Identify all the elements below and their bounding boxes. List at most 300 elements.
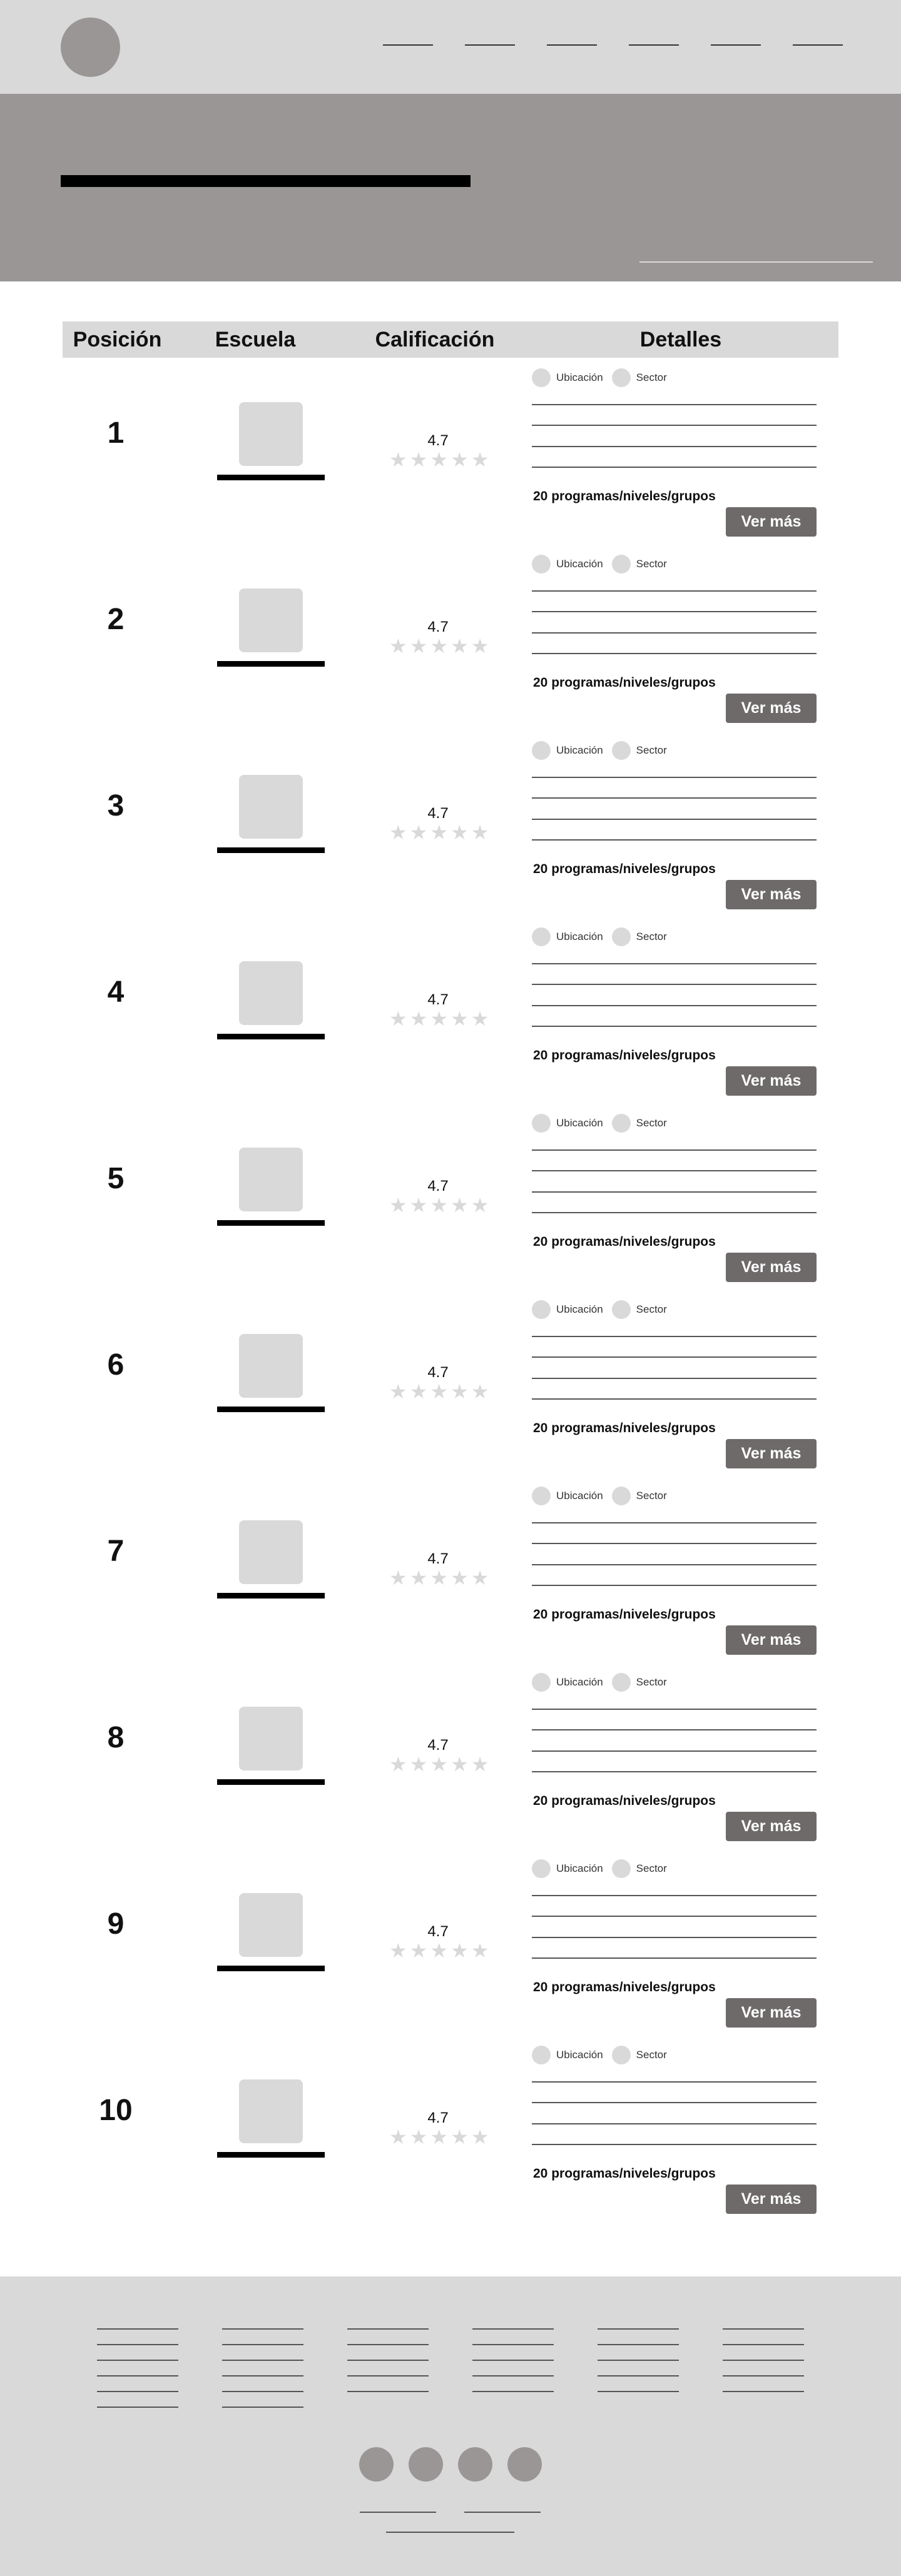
nav-link-5[interactable] xyxy=(711,44,761,46)
sector-tag xyxy=(612,1859,667,1878)
detail-line xyxy=(532,1543,817,1544)
school-image[interactable] xyxy=(239,2079,303,2143)
footer-link[interactable] xyxy=(472,2344,554,2345)
location-icon xyxy=(532,1859,551,1878)
rating-value: 4.7 xyxy=(427,619,449,635)
star-icon: ★ xyxy=(450,1753,469,1775)
detail-line xyxy=(532,1356,817,1358)
star-icon: ★ xyxy=(389,821,407,844)
footer-link[interactable] xyxy=(97,2375,178,2376)
detail-line xyxy=(532,839,817,841)
detail-line xyxy=(532,1170,817,1171)
footer-link[interactable] xyxy=(222,2328,303,2330)
rating-value: 4.7 xyxy=(427,991,449,1008)
row-position: 1 xyxy=(107,417,125,450)
location-tag xyxy=(532,927,603,946)
location-icon xyxy=(532,1114,551,1133)
footer-link[interactable] xyxy=(723,2360,804,2361)
star-icon: ★ xyxy=(409,1753,428,1775)
footer-column-6 xyxy=(723,2328,804,2407)
hero-banner xyxy=(0,94,901,281)
table-row xyxy=(0,1851,901,2037)
rating-stars xyxy=(389,822,489,842)
footer-link[interactable] xyxy=(598,2360,679,2361)
sector-icon xyxy=(612,368,631,387)
footer-link[interactable] xyxy=(598,2391,679,2392)
detail-line xyxy=(532,1378,817,1379)
footer-link[interactable] xyxy=(472,2375,554,2376)
programs-count: 20 programas/niveles/grupos xyxy=(533,1048,716,1063)
table-row xyxy=(0,546,901,732)
detail-tags xyxy=(532,741,676,760)
school-name-placeholder[interactable] xyxy=(217,2152,325,2158)
location-label: Ubicación xyxy=(556,1862,603,1874)
detail-tags xyxy=(532,368,676,387)
star-icon: ★ xyxy=(389,1194,407,1216)
star-icon: ★ xyxy=(389,635,407,657)
footer-link[interactable] xyxy=(97,2328,178,2330)
header-position: Posición xyxy=(73,328,162,351)
footer-link[interactable] xyxy=(222,2344,303,2345)
see-more-button[interactable]: Ver más xyxy=(726,1625,817,1655)
programs-count: 20 programas/niveles/grupos xyxy=(533,862,716,876)
star-icon: ★ xyxy=(430,2126,449,2148)
footer-link[interactable] xyxy=(97,2360,178,2361)
location-tag xyxy=(532,1487,603,1505)
detail-line xyxy=(532,446,817,447)
sector-label: Sector xyxy=(636,1862,667,1874)
footer-link[interactable] xyxy=(723,2391,804,2392)
rating-value: 4.7 xyxy=(427,432,449,449)
see-more-button[interactable]: Ver más xyxy=(726,507,817,537)
detail-tags xyxy=(532,1673,676,1692)
star-icon: ★ xyxy=(471,1567,489,1589)
star-icon: ★ xyxy=(409,1008,428,1030)
footer-link[interactable] xyxy=(723,2344,804,2345)
table-row xyxy=(0,360,901,546)
rating-stars xyxy=(389,636,489,656)
rating-value: 4.7 xyxy=(427,1550,449,1567)
detail-line xyxy=(532,1750,817,1752)
footer-link[interactable] xyxy=(97,2391,178,2392)
star-icon: ★ xyxy=(389,1008,407,1030)
see-more-button[interactable]: Ver más xyxy=(726,1439,817,1468)
star-icon: ★ xyxy=(471,1380,489,1403)
nav-link-6[interactable] xyxy=(793,44,843,46)
nav-link-4[interactable] xyxy=(629,44,679,46)
rating-stars xyxy=(389,1381,489,1402)
nav-link-2[interactable] xyxy=(465,44,515,46)
rating-value: 4.7 xyxy=(427,1178,449,1195)
star-icon: ★ xyxy=(430,1194,449,1216)
footer-legal-link[interactable] xyxy=(464,2512,541,2513)
social-icon[interactable] xyxy=(458,2447,492,2482)
footer-link[interactable] xyxy=(347,2375,429,2376)
detail-line xyxy=(532,1937,817,1938)
school-image[interactable] xyxy=(239,588,303,652)
school-image[interactable] xyxy=(239,1707,303,1770)
detail-line xyxy=(532,653,817,654)
rating-stars xyxy=(389,1009,489,1029)
main-nav xyxy=(383,44,843,46)
location-icon xyxy=(532,368,551,387)
site-footer xyxy=(0,2276,901,2576)
rating-value: 4.7 xyxy=(427,1737,449,1754)
footer-link[interactable] xyxy=(347,2328,429,2330)
location-label: Ubicación xyxy=(556,1117,603,1129)
row-position: 8 xyxy=(107,1721,125,1754)
school-name-placeholder[interactable] xyxy=(217,661,325,667)
school-image[interactable] xyxy=(239,961,303,1025)
location-label: Ubicación xyxy=(556,371,603,383)
logo[interactable] xyxy=(61,18,120,77)
footer-copyright xyxy=(386,2532,514,2533)
row-position: 3 xyxy=(107,789,125,822)
social-icon[interactable] xyxy=(409,2447,443,2482)
star-icon: ★ xyxy=(430,1567,449,1589)
location-tag xyxy=(532,368,603,387)
row-position: 6 xyxy=(107,1348,125,1381)
footer-link[interactable] xyxy=(347,2344,429,2345)
star-icon: ★ xyxy=(450,1567,469,1589)
star-icon: ★ xyxy=(430,821,449,844)
sector-icon xyxy=(612,927,631,946)
location-tag xyxy=(532,1859,603,1878)
detail-tags xyxy=(532,927,676,946)
footer-link[interactable] xyxy=(222,2375,303,2376)
table-row xyxy=(0,1105,901,1291)
school-image[interactable] xyxy=(239,1334,303,1398)
location-tag xyxy=(532,1300,603,1319)
star-icon: ★ xyxy=(471,635,489,657)
hero-title-placeholder xyxy=(61,175,471,187)
detail-line xyxy=(532,1336,817,1337)
detail-line xyxy=(532,819,817,820)
sector-tag xyxy=(612,1673,667,1692)
see-more-button[interactable]: Ver más xyxy=(726,1998,817,2028)
detail-tags xyxy=(532,1487,676,1505)
see-more-button[interactable]: Ver más xyxy=(726,2185,817,2214)
detail-line xyxy=(532,1564,817,1565)
nav-link-1[interactable] xyxy=(383,44,433,46)
detail-line xyxy=(532,1916,817,1917)
detail-line xyxy=(532,1149,817,1151)
school-image[interactable] xyxy=(239,1893,303,1957)
sector-label: Sector xyxy=(636,2049,667,2061)
see-more-button[interactable]: Ver más xyxy=(726,1253,817,1282)
star-icon: ★ xyxy=(389,448,407,471)
sector-tag xyxy=(612,555,667,573)
school-name-placeholder[interactable] xyxy=(217,1220,325,1226)
sector-icon xyxy=(612,1114,631,1133)
detail-line xyxy=(532,2144,817,2145)
location-icon xyxy=(532,1487,551,1505)
detail-line xyxy=(532,1771,817,1772)
sector-tag xyxy=(612,927,667,946)
programs-count: 20 programas/niveles/grupos xyxy=(533,1607,716,1622)
programs-count: 20 programas/niveles/grupos xyxy=(533,489,716,503)
star-icon: ★ xyxy=(389,1380,407,1403)
star-icon: ★ xyxy=(389,1567,407,1589)
footer-link[interactable] xyxy=(347,2360,429,2361)
school-image[interactable] xyxy=(239,775,303,839)
location-icon xyxy=(532,1673,551,1692)
programs-count: 20 programas/niveles/grupos xyxy=(533,1794,716,1808)
star-icon: ★ xyxy=(471,1008,489,1030)
sector-tag xyxy=(612,1114,667,1133)
sector-icon xyxy=(612,741,631,760)
detail-line xyxy=(532,425,817,426)
location-label: Ubicación xyxy=(556,744,603,756)
star-icon: ★ xyxy=(450,2126,469,2148)
detail-line xyxy=(532,777,817,778)
sector-icon xyxy=(612,1487,631,1505)
footer-column-5 xyxy=(598,2328,679,2407)
school-name-placeholder[interactable] xyxy=(217,1407,325,1412)
table-row xyxy=(0,1291,901,1478)
detail-line xyxy=(532,1957,817,1959)
detail-line xyxy=(532,2102,817,2103)
star-icon: ★ xyxy=(409,448,428,471)
footer-column-4 xyxy=(472,2328,554,2407)
location-label: Ubicación xyxy=(556,558,603,570)
detail-line xyxy=(532,632,817,634)
star-icon: ★ xyxy=(471,448,489,471)
detail-line xyxy=(532,1398,817,1400)
star-icon: ★ xyxy=(409,635,428,657)
detail-tags xyxy=(532,1300,676,1319)
footer-link[interactable] xyxy=(97,2407,178,2408)
footer-legal-link[interactable] xyxy=(360,2512,436,2513)
location-icon xyxy=(532,927,551,946)
school-name-placeholder[interactable] xyxy=(217,1034,325,1039)
footer-link[interactable] xyxy=(347,2391,429,2392)
row-position: 5 xyxy=(107,1162,125,1195)
footer-link[interactable] xyxy=(598,2328,679,2330)
detail-line xyxy=(532,1522,817,1523)
footer-link[interactable] xyxy=(222,2407,303,2408)
school-name-placeholder[interactable] xyxy=(217,1966,325,1971)
star-icon: ★ xyxy=(450,1008,469,1030)
detail-line xyxy=(532,1005,817,1006)
detail-line xyxy=(532,1191,817,1193)
detail-line xyxy=(532,797,817,799)
header-details: Detalles xyxy=(639,328,722,351)
table-header xyxy=(63,321,838,358)
sector-label: Sector xyxy=(636,1303,667,1315)
sector-label: Sector xyxy=(636,931,667,942)
school-image[interactable] xyxy=(239,402,303,466)
sector-icon xyxy=(612,555,631,573)
table-row xyxy=(0,2037,901,2223)
star-icon: ★ xyxy=(389,1939,407,1962)
programs-count: 20 programas/niveles/grupos xyxy=(533,675,716,690)
detail-line xyxy=(532,1026,817,1027)
row-position: 10 xyxy=(99,2094,133,2127)
table-row xyxy=(0,732,901,919)
detail-tags xyxy=(532,1859,676,1878)
star-icon: ★ xyxy=(450,1380,469,1403)
star-icon: ★ xyxy=(430,1753,449,1775)
detail-line xyxy=(532,1709,817,1710)
star-icon: ★ xyxy=(471,821,489,844)
footer-link[interactable] xyxy=(472,2360,554,2361)
footer-link[interactable] xyxy=(222,2391,303,2392)
table-row xyxy=(0,919,901,1105)
rating-stars xyxy=(389,1568,489,1588)
sector-label: Sector xyxy=(636,371,667,383)
star-icon: ★ xyxy=(430,1939,449,1962)
detail-line xyxy=(532,984,817,985)
row-position: 2 xyxy=(107,603,125,636)
social-links xyxy=(359,2447,542,2482)
rating-value: 4.7 xyxy=(427,1923,449,1940)
star-icon: ★ xyxy=(450,821,469,844)
footer-link[interactable] xyxy=(472,2391,554,2392)
footer-column-1 xyxy=(97,2328,178,2422)
rating-stars xyxy=(389,450,489,470)
star-icon: ★ xyxy=(389,2126,407,2148)
location-tag xyxy=(532,1673,603,1692)
detail-line xyxy=(532,404,817,405)
location-label: Ubicación xyxy=(556,1490,603,1502)
social-icon[interactable] xyxy=(507,2447,542,2482)
star-icon: ★ xyxy=(450,1939,469,1962)
rating-stars xyxy=(389,1195,489,1215)
footer-link[interactable] xyxy=(598,2375,679,2376)
row-position: 7 xyxy=(107,1535,125,1568)
star-icon: ★ xyxy=(450,448,469,471)
sector-icon xyxy=(612,1673,631,1692)
programs-count: 20 programas/niveles/grupos xyxy=(533,1421,716,1435)
detail-tags xyxy=(532,555,676,573)
detail-line xyxy=(532,590,817,592)
sector-label: Sector xyxy=(636,1117,667,1129)
detail-tags xyxy=(532,2046,676,2064)
star-icon: ★ xyxy=(471,2126,489,2148)
star-icon: ★ xyxy=(430,1380,449,1403)
header-rating: Calificación xyxy=(375,328,495,351)
sector-tag xyxy=(612,368,667,387)
see-more-button[interactable]: Ver más xyxy=(726,880,817,909)
programs-count: 20 programas/niveles/grupos xyxy=(533,1235,716,1249)
star-icon: ★ xyxy=(450,635,469,657)
footer-link[interactable] xyxy=(723,2328,804,2330)
school-name-placeholder[interactable] xyxy=(217,847,325,853)
footer-link[interactable] xyxy=(222,2360,303,2361)
rating-value: 4.7 xyxy=(427,805,449,822)
star-icon: ★ xyxy=(430,1008,449,1030)
sector-tag xyxy=(612,741,667,760)
sector-icon xyxy=(612,1859,631,1878)
detail-line xyxy=(532,611,817,612)
sector-label: Sector xyxy=(636,744,667,756)
location-icon xyxy=(532,555,551,573)
programs-count: 20 programas/niveles/grupos xyxy=(533,2166,716,2181)
detail-line xyxy=(532,1895,817,1896)
sector-tag xyxy=(612,2046,667,2064)
star-icon: ★ xyxy=(450,1194,469,1216)
location-label: Ubicación xyxy=(556,1303,603,1315)
star-icon: ★ xyxy=(389,1753,407,1775)
location-tag xyxy=(532,2046,603,2064)
detail-line xyxy=(532,1729,817,1730)
sector-tag xyxy=(612,1487,667,1505)
detail-line xyxy=(532,467,817,468)
detail-line xyxy=(532,2081,817,2083)
location-label: Ubicación xyxy=(556,1676,603,1688)
footer-link[interactable] xyxy=(598,2344,679,2345)
location-icon xyxy=(532,741,551,760)
detail-line xyxy=(532,963,817,964)
header-school: Escuela xyxy=(215,328,296,351)
star-icon: ★ xyxy=(471,1194,489,1216)
footer-column-2 xyxy=(222,2328,303,2422)
sector-icon xyxy=(612,2046,631,2064)
footer-link[interactable] xyxy=(472,2328,554,2330)
school-image[interactable] xyxy=(239,1520,303,1584)
school-name-placeholder[interactable] xyxy=(217,475,325,480)
sector-label: Sector xyxy=(636,558,667,570)
nav-link-3[interactable] xyxy=(547,44,597,46)
rating-value: 4.7 xyxy=(427,1364,449,1381)
school-name-placeholder[interactable] xyxy=(217,1593,325,1599)
star-icon: ★ xyxy=(409,1939,428,1962)
table-row xyxy=(0,1478,901,1664)
location-icon xyxy=(532,1300,551,1319)
star-icon: ★ xyxy=(409,1567,428,1589)
star-icon: ★ xyxy=(409,821,428,844)
star-icon: ★ xyxy=(430,448,449,471)
location-label: Ubicación xyxy=(556,2049,603,2061)
location-label: Ubicación xyxy=(556,931,603,942)
table-row xyxy=(0,1664,901,1851)
location-tag xyxy=(532,1114,603,1133)
school-image[interactable] xyxy=(239,1148,303,1211)
site-header xyxy=(0,0,901,94)
footer-column-3 xyxy=(347,2328,429,2407)
detail-tags xyxy=(532,1114,676,1133)
star-icon: ★ xyxy=(471,1939,489,1962)
star-icon: ★ xyxy=(430,635,449,657)
see-more-button[interactable]: Ver más xyxy=(726,1812,817,1841)
social-icon[interactable] xyxy=(359,2447,394,2482)
ranking-table xyxy=(0,321,901,2208)
rating-stars xyxy=(389,1754,489,1774)
sector-icon xyxy=(612,1300,631,1319)
detail-line xyxy=(532,1212,817,1213)
see-more-button[interactable]: Ver más xyxy=(726,694,817,723)
see-more-button[interactable]: Ver más xyxy=(726,1066,817,1096)
star-icon: ★ xyxy=(409,1380,428,1403)
sector-label: Sector xyxy=(636,1490,667,1502)
detail-line xyxy=(532,1585,817,1586)
school-name-placeholder[interactable] xyxy=(217,1779,325,1785)
star-icon: ★ xyxy=(409,2126,428,2148)
star-icon: ★ xyxy=(409,1194,428,1216)
row-position: 9 xyxy=(107,1907,125,1941)
rating-value: 4.7 xyxy=(427,2109,449,2126)
row-position: 4 xyxy=(107,976,125,1009)
rating-stars xyxy=(389,1941,489,1961)
footer-link[interactable] xyxy=(97,2344,178,2345)
footer-link[interactable] xyxy=(723,2375,804,2376)
detail-line xyxy=(532,2123,817,2124)
location-tag xyxy=(532,741,603,760)
star-icon: ★ xyxy=(471,1753,489,1775)
location-icon xyxy=(532,2046,551,2064)
sector-tag xyxy=(612,1300,667,1319)
